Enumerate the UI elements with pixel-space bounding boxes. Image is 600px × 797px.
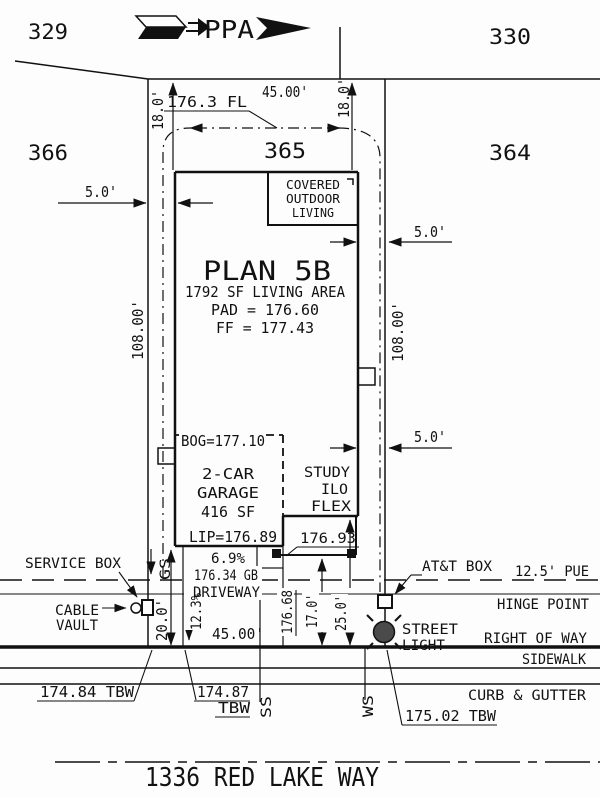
grade-break-elevation: 176.34 GB (194, 568, 258, 584)
curb-gutter-label: CURB & GUTTER (468, 688, 587, 704)
ppa-arrow-label: PPA (204, 15, 254, 44)
lot-330-label: 330 (489, 25, 531, 49)
utility-pad-left (158, 448, 175, 464)
study-label-2: ILO (321, 482, 348, 498)
drive-depth-dim: 20.0' (153, 595, 171, 641)
flow-line-elevation: 176.3 FL (167, 93, 247, 111)
tbw-right: 175.02 TBW (405, 707, 497, 725)
lot-366-label: 366 (28, 141, 68, 165)
drive-slope: 6.9% (211, 551, 246, 567)
street-address-name: 1336 RED LAKE WAY (145, 763, 380, 793)
lot-depth-right-dim: 108.00' (389, 298, 407, 362)
lot-width-top-dim: 45.00' (262, 83, 308, 101)
study-label-3: FLEX (311, 499, 352, 515)
street-light-label-2: LIGHT (402, 638, 446, 654)
plan-pad-elevation: PAD = 176.60 (211, 301, 319, 319)
lot-width-bottom-dim: 45.00' (212, 625, 264, 643)
tbw-mid-value: 174.87 (197, 683, 249, 701)
sidewalk-label: SIDEWALK (522, 652, 587, 668)
utility-pad-right (358, 368, 375, 385)
sewer-service-label: SS (259, 701, 275, 718)
ppa-arrow-symbol (136, 15, 311, 44)
walk-elevation: 176.68 (280, 583, 296, 634)
front-setback-right-dim: 18.0' (335, 72, 353, 118)
garage-label-2: GARAGE (197, 484, 259, 502)
att-box-symbol (378, 595, 392, 608)
porch-elevation: 176.93 (300, 531, 356, 547)
porch-post-left (272, 549, 281, 558)
gas-service-label: GS (158, 563, 174, 580)
service-box-label: SERVICE BOX (25, 556, 122, 572)
col-label-1: COVERED (286, 178, 340, 192)
side-setback-left-dim: 5.0' (85, 183, 117, 201)
porch-post-right (347, 549, 356, 558)
col-label-3: LIVING (292, 206, 334, 220)
att-box-label: AT&T BOX (422, 559, 493, 575)
lot-329-label: 329 (28, 20, 68, 44)
cable-vault-label-1: CABLE (55, 603, 99, 619)
porch-depth-dim: 25.0' (332, 585, 350, 631)
front-setback-left-dim: 18.0' (149, 84, 167, 130)
cable-vault-label-2: VAULT (56, 618, 99, 634)
water-service-label: WS (361, 700, 377, 717)
garage-label-3: 416 SF (201, 503, 255, 521)
col-label-2: OUTDOOR (286, 192, 341, 206)
plan-living-area: 1792 SF LIVING AREA (185, 283, 346, 301)
garage-label-1: 2-CAR (202, 465, 255, 483)
garage-bog-elevation: BOG=177.10 (181, 432, 265, 450)
garage-lip-elevation: LIP=176.89 (189, 528, 277, 546)
lot-365-label: 365 (264, 139, 306, 163)
drainage-swale-lines (163, 128, 380, 592)
plan-name: PLAN 5B (203, 256, 331, 287)
corner-bracket-mark (347, 179, 353, 185)
right-of-way-label: RIGHT OF WAY (484, 631, 588, 647)
side-setback-right-top-dim: 5.0' (414, 223, 446, 241)
cable-vault-symbol (131, 603, 141, 613)
apron-slope: 12.3% (189, 586, 205, 630)
side-setback-right-mid-dim: 5.0' (414, 428, 446, 446)
walk-depth-dim: 17.0' (303, 582, 321, 628)
street-light-symbol (367, 615, 401, 649)
tbw-left: 174.84 TBW (40, 683, 136, 701)
hinge-point-label: HINGE POINT (497, 597, 590, 613)
street-light-label-1: STREET (402, 622, 459, 638)
plan-ff-elevation: FF = 177.43 (216, 319, 314, 337)
tbw-mid-unit: TBW (218, 699, 252, 717)
service-box-symbol (142, 600, 153, 615)
lot-364-label: 364 (489, 141, 531, 165)
att-box-leader (395, 575, 411, 594)
service-box-leader (119, 572, 137, 597)
lot-depth-left-dim: 108.00' (129, 296, 147, 360)
pue-dim-label: 12.5' PUE (515, 564, 589, 580)
study-label-1: STUDY (304, 465, 351, 481)
driveway-label: DRIVEWAY (193, 585, 261, 601)
